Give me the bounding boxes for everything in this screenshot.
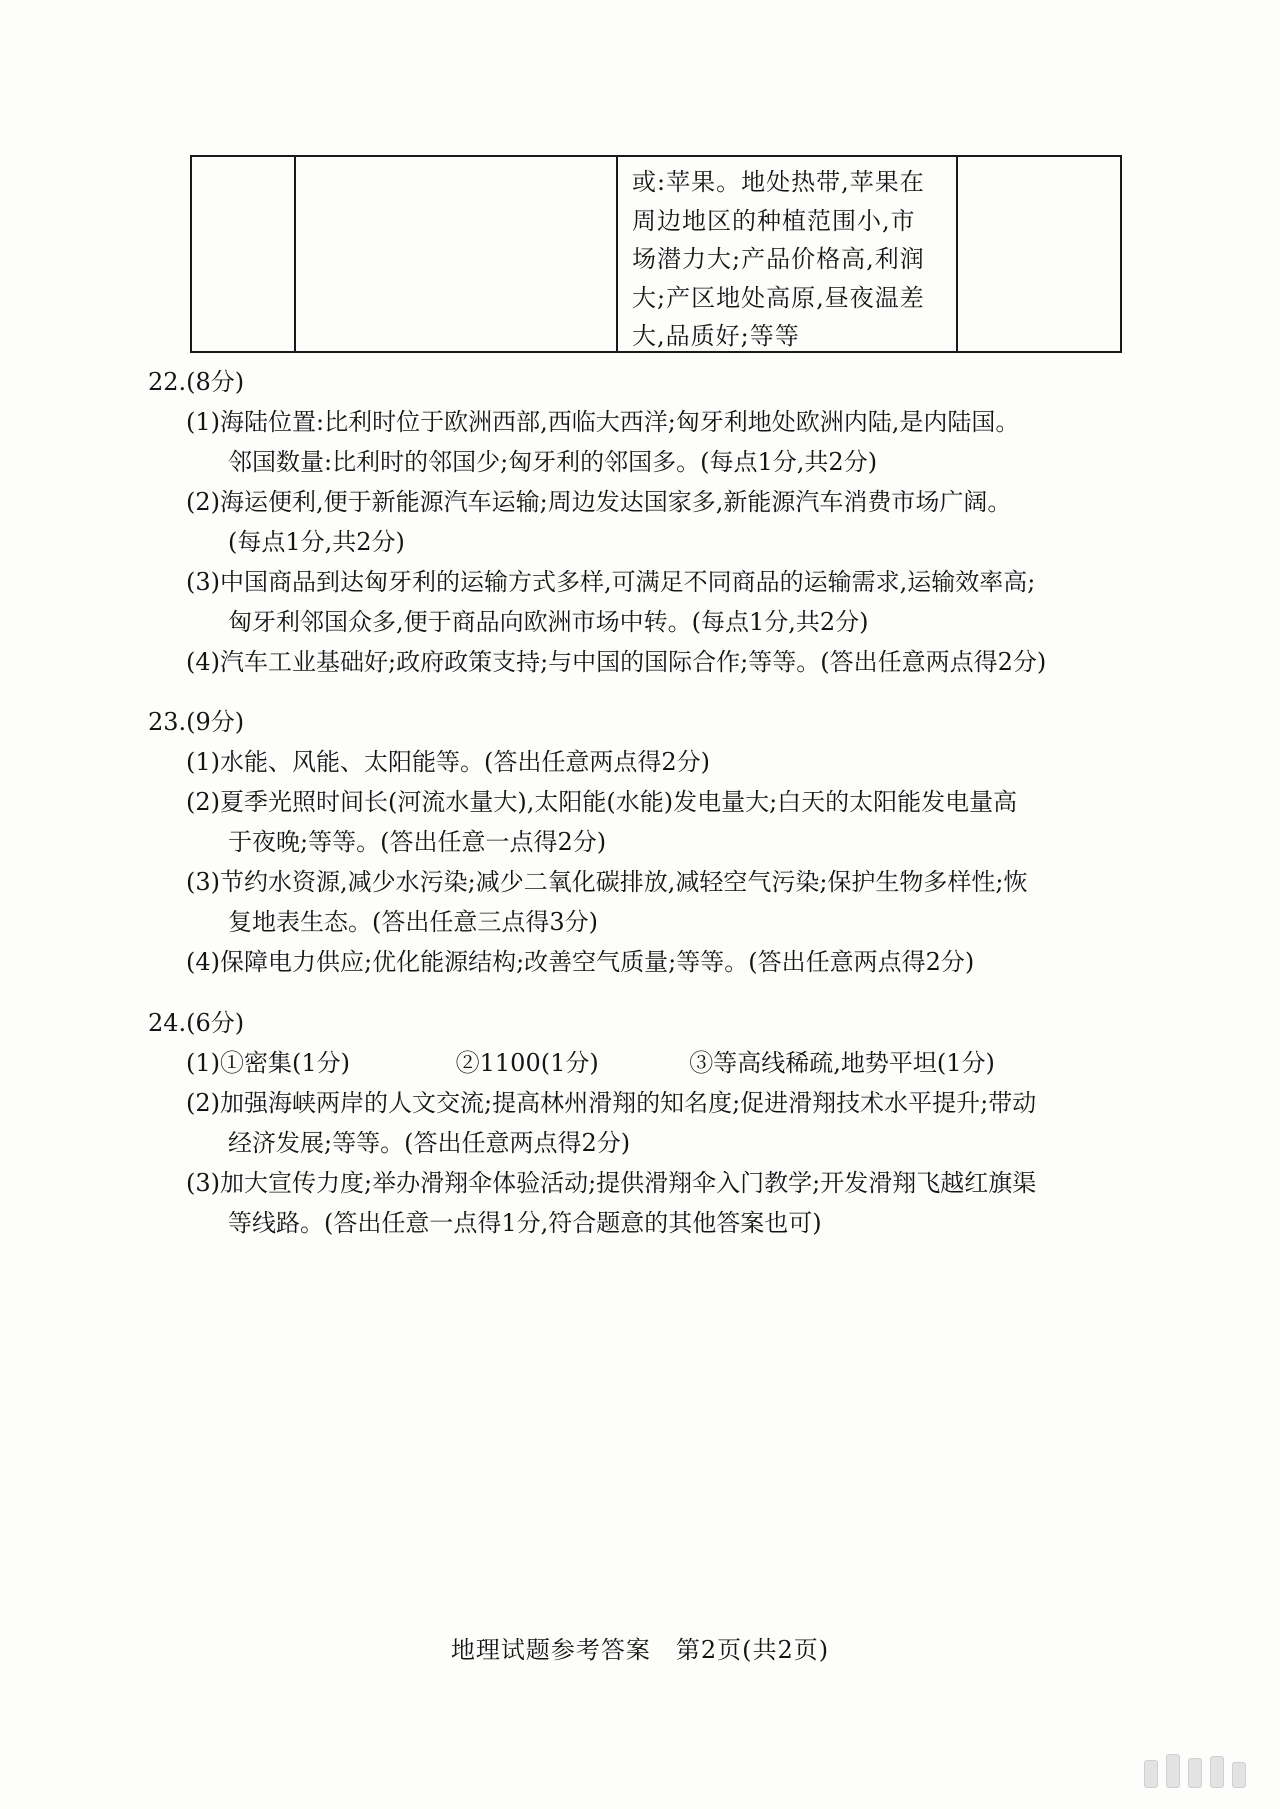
answer-line: (4)保障电力供应;优化能源结构;改善空气质量;等等。(答出任意两点得2分) <box>186 948 975 976</box>
answer-part-a: (1)①密集(1分) <box>186 1049 350 1077</box>
question-heading: 24.(6分) <box>148 1009 245 1037</box>
answer-line: (每点1分,共2分) <box>228 528 405 556</box>
table-line: 大,品质好;等等 <box>632 322 800 350</box>
answer-line: (4)汽车工业基础好;政府政策支持;与中国的国际合作;等等。(答出任意两点得2分) <box>186 648 1047 676</box>
answer-item <box>148 1163 1138 1243</box>
question-heading: 22.(8分) <box>148 368 245 396</box>
table-cell-apple-answer <box>618 157 958 351</box>
table-line: 场潜力大;产品价格高,利润 <box>632 245 925 273</box>
answer-line: (3)加大宣传力度;举办滑翔伞体验活动;提供滑翔伞入门教学;开发滑翔飞越红旗渠 <box>186 1169 1037 1197</box>
table-cell-empty-1 <box>192 157 296 351</box>
answer-line: 邻国数量:比利时的邻国少;匈牙利的邻国多。(每点1分,共2分) <box>228 448 878 476</box>
answer-line: (1)水能、风能、太阳能等。(答出任意两点得2分) <box>186 748 710 776</box>
question-24 <box>148 1003 1138 1243</box>
answer-table-continuation <box>190 155 1122 353</box>
answer-line: 于夜晚;等等。(答出任意一点得2分) <box>228 828 607 856</box>
answer-item <box>148 782 1138 862</box>
answer-line-multi <box>186 1043 1138 1083</box>
answer-line: (2)加强海峡两岸的人文交流;提高林州滑翔的知名度;促进滑翔技术水平提升;带动 <box>186 1089 1037 1117</box>
answer-item <box>148 562 1138 642</box>
answer-part-b: ②1100(1分) <box>455 1049 599 1077</box>
answer-item <box>148 642 1138 682</box>
table-cell-empty-4 <box>958 157 1120 351</box>
answer-item <box>148 1043 1138 1083</box>
watermark-logo-icon <box>1144 1748 1254 1788</box>
answer-line: (2)夏季光照时间长(河流水量大),太阳能(水能)发电量大;白天的太阳能发电量高 <box>186 788 1018 816</box>
answer-line: (3)中国商品到达匈牙利的运输方式多样,可满足不同商品的运输需求,运输效率高; <box>186 568 1036 596</box>
answer-item <box>148 742 1138 782</box>
answer-item <box>148 402 1138 482</box>
page-footer: 地理试题参考答案 第2页(共2页) <box>450 1636 830 1664</box>
question-22 <box>148 362 1138 682</box>
answer-line: 等线路。(答出任意一点得1分,符合题意的其他答案也可) <box>228 1209 822 1237</box>
answer-line: (1)海陆位置:比利时位于欧洲西部,西临大西洋;匈牙利地处欧洲内陆,是内陆国。 <box>186 408 1020 436</box>
answer-item <box>148 862 1138 942</box>
answer-line: 匈牙利邻国众多,便于商品向欧洲市场中转。(每点1分,共2分) <box>228 608 869 636</box>
answer-part-c: ③等高线稀疏,地势平坦(1分) <box>689 1049 995 1077</box>
table-line: 或:苹果。地处热带,苹果在 <box>632 168 925 196</box>
table-line: 大;产区地处高原,昼夜温差 <box>632 283 925 312</box>
answer-line: (2)海运便利,便于新能源汽车运输;周边发达国家多,新能源汽车消费市场广阔。 <box>186 488 1012 516</box>
answer-item <box>148 1083 1138 1163</box>
answer-item <box>148 482 1138 562</box>
answer-line: 复地表生态。(答出任意三点得3分) <box>228 908 598 936</box>
answer-item <box>148 942 1138 982</box>
question-heading: 23.(9分) <box>148 708 245 736</box>
table-cell-empty-2 <box>296 157 618 351</box>
question-23 <box>148 702 1138 982</box>
table-line: 周边地区的种植范围小,市 <box>632 206 916 235</box>
answer-line: (3)节约水资源,减少水污染;减少二氧化碳排放,减轻空气污染;保护生物多样性;恢 <box>186 868 1028 896</box>
answer-line: 经济发展;等等。(答出任意两点得2分) <box>228 1129 631 1157</box>
